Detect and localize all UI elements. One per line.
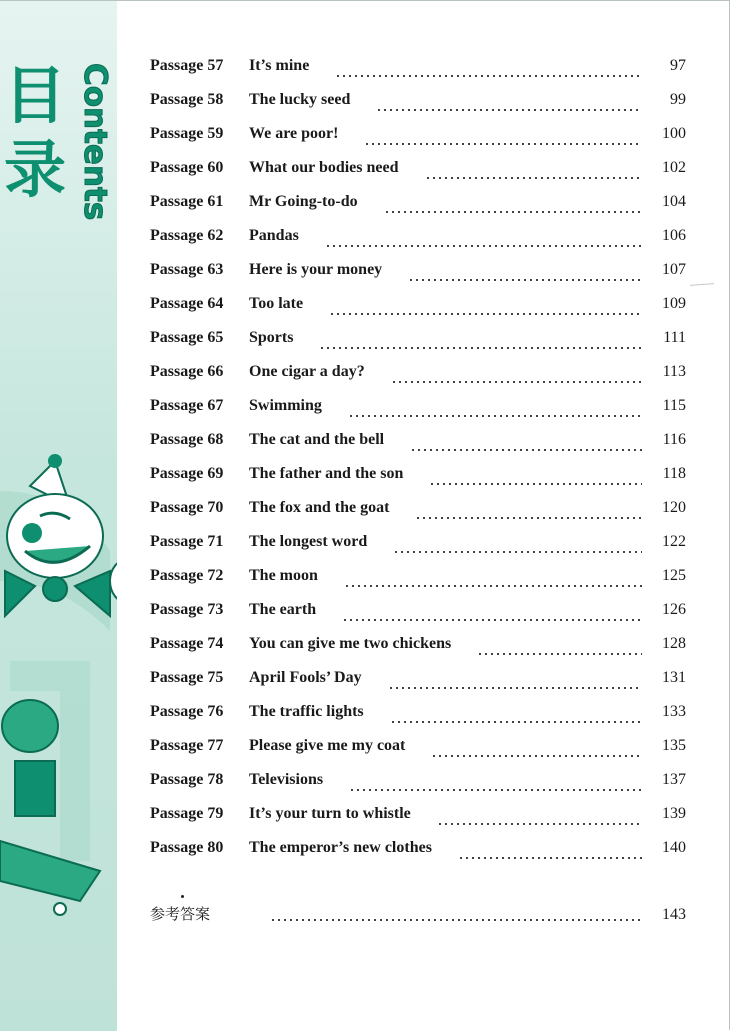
toc-entry[interactable] (150, 703, 686, 737)
passage-title: The traffic lights (249, 703, 364, 720)
passage-number: Passage 59 (150, 125, 224, 142)
page-number: 109 (662, 295, 686, 312)
passage-title: Televisions (249, 771, 324, 788)
page-number: 115 (662, 397, 686, 414)
passage-number: Passage 62 (150, 227, 224, 244)
toc-entry[interactable] (150, 533, 686, 567)
page-number: 100 (662, 125, 686, 142)
page-number: 113 (662, 363, 686, 380)
dot-leader (325, 245, 642, 247)
page-number: 133 (662, 703, 686, 720)
toc-entry[interactable] (150, 261, 686, 295)
passage-number: Passage 61 (150, 193, 224, 210)
passage-title: April Fools’ Day (249, 669, 362, 686)
page-number: 107 (662, 261, 686, 278)
toc-entry[interactable] (150, 737, 686, 771)
dot-leader (348, 415, 642, 417)
dot-mark (181, 895, 184, 898)
passage-number: Passage 70 (150, 499, 224, 516)
passage-number: Passage 80 (150, 839, 224, 856)
passage-number: Passage 76 (150, 703, 224, 720)
passage-title: Mr Going-to-do (249, 193, 358, 210)
passage-number: Passage 78 (150, 771, 224, 788)
page-number: 97 (670, 57, 686, 74)
dot-leader (270, 919, 642, 921)
toc-entry[interactable] (150, 193, 686, 227)
toc-entry[interactable] (150, 295, 686, 329)
dot-leader (437, 823, 642, 825)
passage-title: The moon (249, 567, 318, 584)
dot-leader (344, 585, 642, 587)
dot-leader (429, 483, 642, 485)
passage-number: Passage 73 (150, 601, 224, 618)
passage-number: Passage 71 (150, 533, 224, 550)
passage-number: Passage 72 (150, 567, 224, 584)
dot-leader (431, 755, 642, 757)
page-number: 135 (662, 737, 686, 754)
passage-title: Please give me my coat (249, 737, 406, 754)
toc-entry[interactable] (150, 431, 686, 465)
dot-leader (415, 517, 642, 519)
passage-title: Swimming (249, 397, 322, 414)
passage-title: The emperor’s new clothes (249, 839, 432, 856)
passage-title: It’s your turn to whistle (249, 805, 411, 822)
passage-number: Passage 58 (150, 91, 224, 108)
passage-number: Passage 65 (150, 329, 224, 346)
toc-entry[interactable] (150, 159, 686, 193)
dot-leader (393, 551, 642, 553)
toc-entry[interactable] (150, 567, 686, 601)
page-number: 118 (662, 465, 686, 482)
scan-mark (690, 283, 714, 286)
page-number: 125 (662, 567, 686, 584)
contents-title-zh: 目录 (3, 59, 66, 206)
dot-leader (458, 857, 642, 859)
passage-title: Too late (249, 295, 304, 312)
passage-number: Passage 74 (150, 635, 224, 652)
dot-leader (364, 143, 642, 145)
toc-entry[interactable] (150, 363, 686, 397)
toc-entry[interactable] (150, 839, 686, 873)
dot-leader (388, 687, 642, 689)
page-number: 126 (662, 601, 686, 618)
page-number: 104 (662, 193, 686, 210)
dot-leader (342, 619, 642, 621)
page-number: 111 (663, 329, 686, 346)
passage-title: The longest word (249, 533, 368, 550)
passage-title: Here is your money (249, 261, 383, 278)
dot-leader (408, 279, 642, 281)
passage-number: Passage 67 (150, 397, 224, 414)
passage-title: The father and the son (249, 465, 404, 482)
passage-title: What our bodies need (249, 159, 399, 176)
page-number: 120 (662, 499, 686, 516)
toc-entry[interactable] (150, 57, 686, 91)
passage-number: Passage 66 (150, 363, 224, 380)
dot-leader (390, 721, 642, 723)
toc-entry[interactable] (150, 601, 686, 635)
toc-entry[interactable] (150, 329, 686, 363)
page-number: 122 (662, 533, 686, 550)
toc-entry[interactable] (150, 669, 686, 703)
page-number: 99 (670, 91, 686, 108)
page-number: 139 (662, 805, 686, 822)
dot-leader (410, 449, 642, 451)
table-of-contents (150, 57, 686, 873)
passage-title: It’s mine (249, 57, 310, 74)
passage-number: Passage 60 (150, 159, 224, 176)
passage-number: Passage 57 (150, 57, 224, 74)
toc-entry[interactable] (150, 125, 686, 159)
toc-entry[interactable] (150, 91, 686, 125)
passage-number: Passage 68 (150, 431, 224, 448)
passage-title: The earth (249, 601, 317, 618)
toc-entry[interactable] (150, 771, 686, 805)
toc-entry[interactable] (150, 465, 686, 499)
toc-entry[interactable] (150, 227, 686, 261)
answer-key-label: 参考答案 (150, 905, 211, 923)
toc-entry[interactable] (150, 499, 686, 533)
page-number: 137 (662, 771, 686, 788)
page-number: 128 (662, 635, 686, 652)
dot-leader (349, 789, 642, 791)
page-number: 131 (662, 669, 686, 686)
page-number: 102 (662, 159, 686, 176)
passage-number: Passage 69 (150, 465, 224, 482)
passage-title: The cat and the bell (249, 431, 385, 448)
answer-key-entry[interactable] (150, 903, 686, 933)
dot-leader (376, 109, 642, 111)
passage-number: Passage 64 (150, 295, 224, 312)
page-number: 143 (662, 906, 686, 923)
contents-title-en: Contents (77, 63, 113, 221)
passage-title: The fox and the goat (249, 499, 390, 516)
passage-title: Sports (249, 329, 294, 346)
passage-title: Pandas (249, 227, 299, 244)
dot-leader (477, 653, 642, 655)
passage-number: Passage 75 (150, 669, 224, 686)
page-number: 116 (662, 431, 686, 448)
page-number: 106 (662, 227, 686, 244)
page-number: 140 (662, 839, 686, 856)
passage-number: Passage 63 (150, 261, 224, 278)
passage-title: One cigar a day? (249, 363, 365, 380)
passage-title: You can give me two chickens (249, 635, 452, 652)
dot-leader (329, 313, 642, 315)
passage-title: The lucky seed (249, 91, 351, 108)
toc-entry[interactable] (150, 635, 686, 669)
passage-number: Passage 77 (150, 737, 224, 754)
toc-entry[interactable] (150, 397, 686, 431)
dot-leader (425, 177, 642, 179)
dot-leader (384, 211, 642, 213)
dot-leader (319, 347, 642, 349)
dot-leader (335, 75, 642, 77)
dot-leader (391, 381, 642, 383)
passage-title: We are poor! (249, 125, 339, 142)
passage-number: Passage 79 (150, 805, 224, 822)
clown-illustration (0, 431, 117, 931)
sidebar-band (0, 1, 117, 1031)
toc-entry[interactable] (150, 805, 686, 839)
